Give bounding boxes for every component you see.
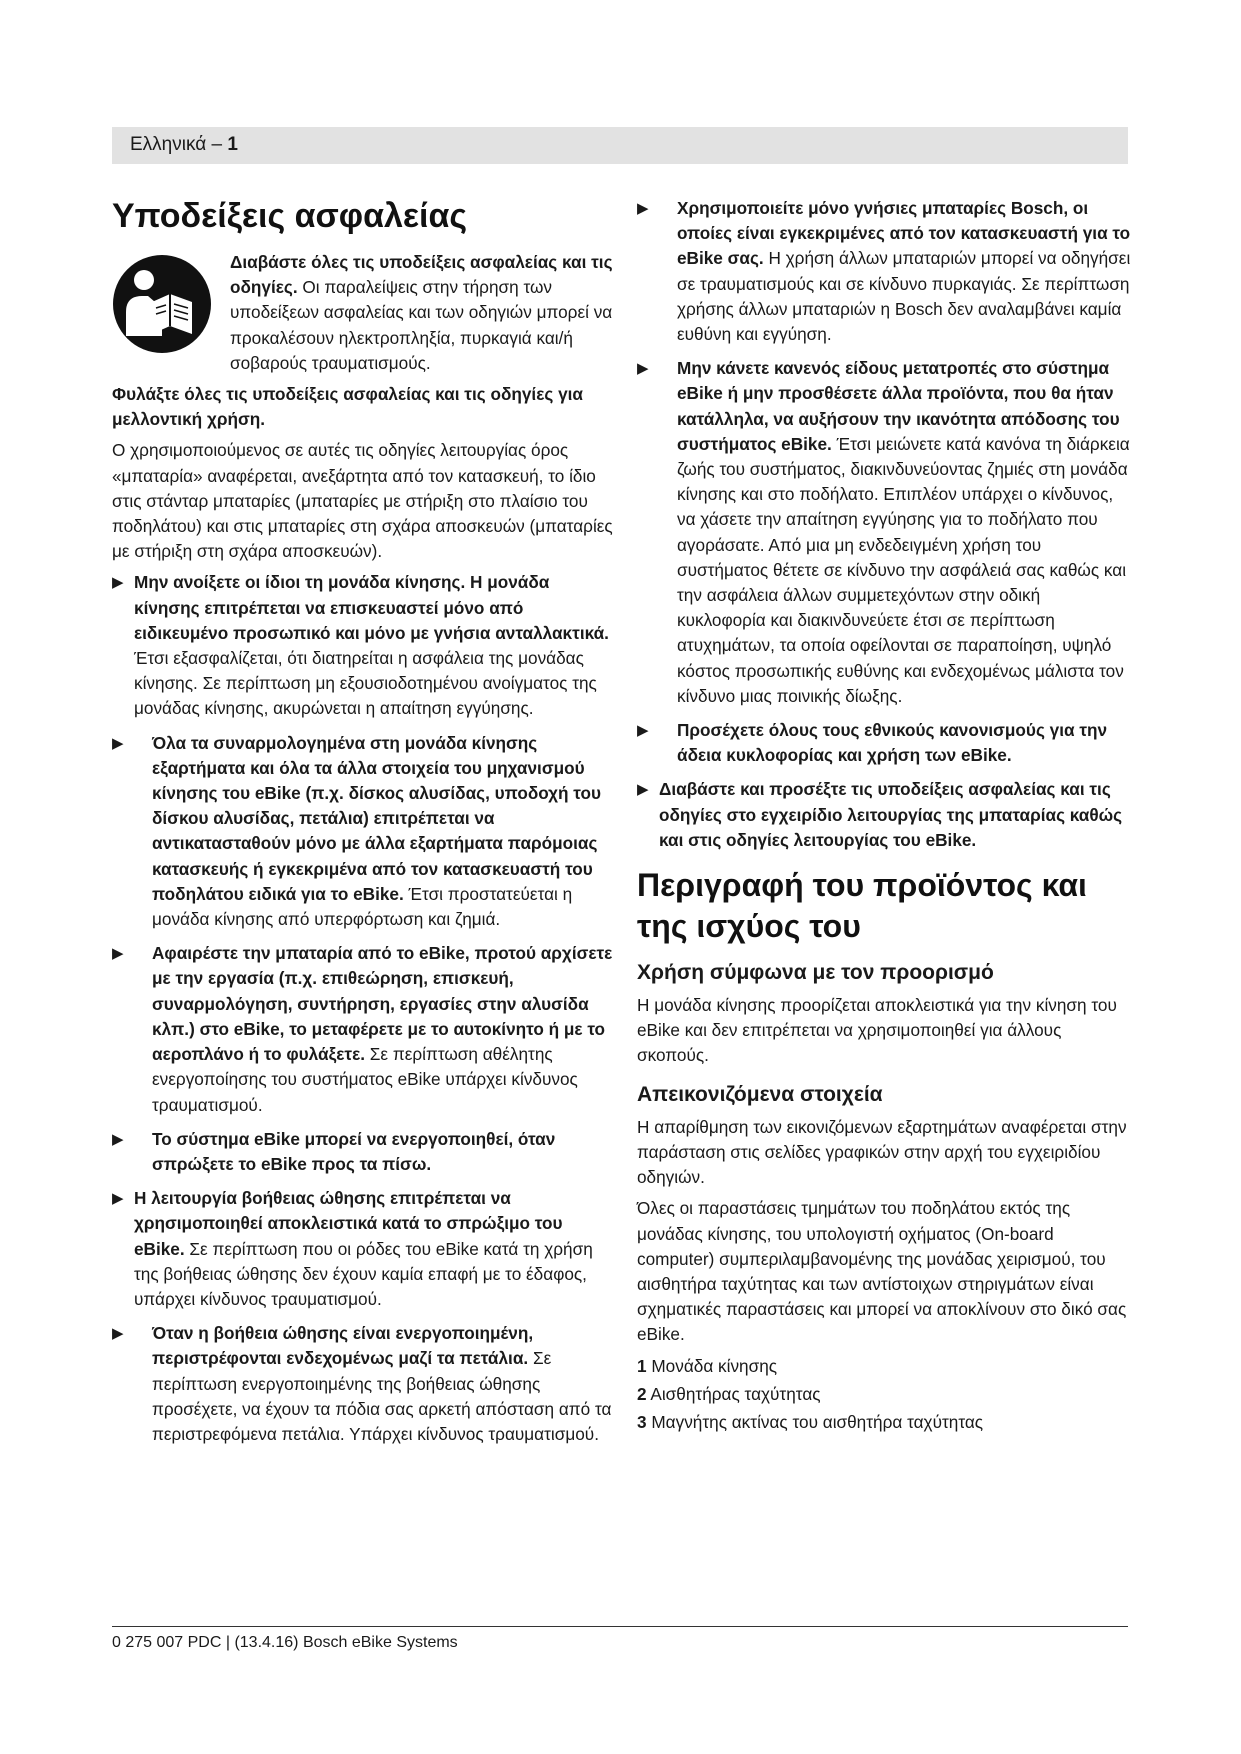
bullet-text: Έτσι προστατεύεται η μονάδα κίνησης από υπερφόρτωση και ζημιά. bbox=[152, 883, 573, 930]
product-title: Περιγραφή του προϊόντος και της ισχύος του bbox=[637, 867, 1087, 945]
right-column bbox=[637, 196, 1131, 1438]
term-paragraph: Ο χρησιμοποιούμενος σε αυτές τις οδηγίες λειτουργίας όρος «μπαταρία» αναφέρεται, ανεξάρτητα από τον κατασκευή, το ίδιο στις στάνταρ μπαταρίες (μπαταρίες με στήριξη στο πλαίσιο του ποδηλάτου) και στις μπαταρίες στη σχάρα αποσκευών (μπαταρίες με στήριξη στη σχάρα αποσκευών). bbox=[112, 440, 613, 562]
bullet-bold: Χρησιμοποιείτε μόνο γνήσιες μπαταρίες Bosch, οι οποίες είναι εγκεκριμένες από τον κατασκευαστή για το eBike σας. bbox=[677, 198, 1131, 269]
bullet-text: Σε περίπτωση που οι ρόδες του eBike κατά τη χρήση της βοήθειας ώθησης δεν έχουν καμία επαφή με το έδαφος, υπάρχει κίνδυνος τραυματισμού. bbox=[134, 1238, 593, 1309]
list-item bbox=[637, 1382, 1131, 1407]
list-item bbox=[637, 1410, 1131, 1435]
bullet-bold: Μην κάνετε κανενός είδους μετατροπές στο σύστημα eBike ή μην προσθέσετε άλλα προϊόντα, που θα ήταν κατάλληλα, να αυξήσουν την ικανότητα απόδοσης του συστήματος eBike. bbox=[677, 358, 1120, 454]
components-heading: Απεικονιζόμενα στοιχεία bbox=[637, 1082, 883, 1106]
list-item-label: Μονάδα κίνησης bbox=[651, 1355, 778, 1376]
bullet-bold: Όταν η βοήθεια ώθησης είναι ενεργοποιημένη, περιστρέφονται ενδεχομένως μαζί τα πετάλια. bbox=[152, 1323, 534, 1369]
safety-intro bbox=[112, 250, 616, 376]
list-item-number: 2 bbox=[637, 1383, 647, 1404]
safety-bullet bbox=[112, 570, 616, 721]
safety-bullet bbox=[637, 777, 1131, 853]
list-item-label: Αισθητήρας ταχύτητας bbox=[650, 1383, 821, 1404]
components-text: Όλες οι παραστάσεις τμημάτων του ποδηλάτου εκτός της μονάδας κίνησης, του υπολογιστή οχήματος (On-board computer) συμπεριλαμβανομένης της μονάδας χειρισμού, του αισθητήρα ταχύτητας και των αντίστοιχων στηριγμάτων είναι σχηματικές παραστάσεις και μπορεί να αποκλίνουν στο δικό σας eBike. bbox=[637, 1198, 1127, 1345]
safety-warning-bold: Διαβάστε όλες τις υποδείξεις ασφαλείας και τις οδηγίες. bbox=[230, 252, 613, 298]
header-language: Ελληνικά bbox=[130, 134, 207, 155]
triangle-right-icon: ▶ bbox=[637, 781, 649, 799]
list-item-number: 1 bbox=[637, 1355, 647, 1376]
triangle-right-icon: ▶ bbox=[112, 1325, 124, 1343]
safety-bullet bbox=[637, 196, 1131, 347]
bullet-bold: Αφαιρέστε την μπαταρία από το eBike, προτού αρχίσετε με την εργασία (π.χ. επιθεώρηση, επισκευή, συναρμολόγηση, συντήρηση, εργασίες στην αλυσίδα κλπ.) στο eBike, το μεταφέρετε με το αυτοκίνητο ή με το αεροπλάνο ή το φυλάξετε. bbox=[152, 943, 613, 1065]
triangle-right-icon: ▶ bbox=[112, 1130, 124, 1148]
footer: 0 275 007 PDC | (13.4.16) Bosch eBike Systems bbox=[112, 1634, 458, 1651]
list-item bbox=[637, 1354, 1131, 1379]
triangle-right-icon: ▶ bbox=[637, 722, 649, 740]
read-manual-icon bbox=[112, 250, 216, 364]
bullet-text: Έτσι εξασφαλίζεται, ότι διατηρείται η ασφάλεια της μονάδας κίνησης. Σε περίπτωση μη εξουσιοδοτημένου ανοίγματος της μονάδας κίνησης, ακυρώνεται η απαίτηση εγγύησης. bbox=[134, 648, 597, 719]
safety-title: Υποδείξεις ασφαλείας bbox=[112, 197, 468, 235]
footer-divider bbox=[112, 1626, 1128, 1627]
intended-use-heading: Χρήση σύμφωνα με τον προορισμό bbox=[637, 961, 994, 985]
safety-bullet bbox=[112, 941, 616, 1117]
bullet-bold: Μην ανοίξετε οι ίδιοι τη μονάδα κίνησης. Η μονάδα κίνησης επιτρέπεται να επισκευαστεί μόνο από ειδικευμένο προσωπικό και μόνο με γνήσια ανταλλακτικά. bbox=[134, 572, 609, 643]
header-bar bbox=[112, 127, 1128, 164]
bullet-text: Έτσι μειώνετε κατά κανόνα τη διάρκεια ζωής του συστήματος, διακινδυνεύοντας ζημιές στη μονάδα κίνησης και στο ποδήλατο. Επιπλέον υπάρχει ο κίνδυνος, να χάσετε την απαίτηση εγγύησης για το ποδήλατο που αγοράσατε. Από μια μη ενδεδειγμένη χρήση του συστήματος θέτετε σε κίνδυνο την ασφάλειά σας καθώς και την ασφάλεια άλλων συμμετεχόντων στην οδική κυκλοφορία και διακινδυνεύετε έτσι σε περίπτωση ατυχημάτων, τα οποία οφείλονται σε παραποίηση, υψηλό κόστος προσωπικής ευθύνης και ενδεχομένως μάλιστα τον κίνδυνο μιας ποινικής δίωξης. bbox=[677, 433, 1130, 706]
safety-bullet bbox=[637, 718, 1131, 768]
safety-warning-text: Οι παραλείψεις στην τήρηση των υποδείξεων ασφαλείας και των οδηγιών μπορεί να προκαλέσουν ηλεκτροπληξία, πυρκαγιά και/ή σοβαρούς τραυματισμούς. bbox=[230, 277, 613, 373]
safety-bullet bbox=[112, 731, 616, 933]
header-page-number: 1 bbox=[227, 134, 238, 155]
page-header bbox=[130, 134, 238, 156]
bullet-bold: Προσέχετε όλους τους εθνικούς κανονισμούς για την άδεια κυκλοφορίας και χρήση των eBike. bbox=[677, 720, 1108, 766]
bullet-bold: Όλα τα συναρμολογημένα στη μονάδα κίνησης εξαρτήματα και όλα τα άλλα στοιχεία του μηχανισμού κίνησης του eBike (π.χ. δίσκος αλυσίδας, υποδοχή του δίσκου αλυσίδας, πετάλια) επιτρέπεται να αντικατασταθούν μόνο με άλλα εξαρτήματα παρόμοιας κατασκευής ή εγκεκριμένα από τον κατασκευαστή του ποδηλάτου ειδικά για το eBike. bbox=[152, 732, 602, 904]
bullet-text: Η χρήση άλλων μπαταριών μπορεί να οδηγήσει σε τραυματισμούς και σε κίνδυνο πυρκαγιάς. Σε περίπτωση χρήσης άλλων μπαταριών η Bosch δεν αναλαμβάνει καμία ευθύνη και εγγύηση. bbox=[677, 248, 1131, 345]
bullet-text: Σε περίπτωση ενεργοποιημένης της βοήθειας ώθησης προσέχετε, να έχουν τα πόδια σας αρκετή απόσταση από τα περιστρεφόμενα πετάλια. Υπάρχει κίνδυνος τραυματισμού. bbox=[152, 1348, 612, 1444]
left-column bbox=[112, 196, 616, 1456]
components-text: Η απαρίθμηση των εικονιζόμενων εξαρτημάτων αναφέρεται στην παράσταση στις σελίδες γραφικών στην αρχή του εγχειριδίου οδηγιών. bbox=[637, 1116, 1127, 1188]
triangle-right-icon: ▶ bbox=[112, 734, 124, 752]
list-item-label: Μαγνήτης ακτίνας του αισθητήρα ταχύτητας bbox=[651, 1411, 984, 1432]
bullet-bold: Διαβάστε και προσέξτε τις υποδείξεις ασφαλείας και τις οδηγίες στο εγχειρίδιο λειτουργίας της μπαταρίας καθώς και στις οδηγίες λειτουργίας του eBike. bbox=[659, 779, 1123, 850]
bullet-bold: Το σύστημα eBike μπορεί να ενεργοποιηθεί, όταν σπρώξετε το eBike προς τα πίσω. bbox=[152, 1128, 556, 1174]
safety-warning bbox=[230, 250, 616, 376]
triangle-right-icon: ▶ bbox=[112, 574, 124, 592]
list-item-number: 3 bbox=[637, 1411, 647, 1432]
triangle-right-icon: ▶ bbox=[112, 945, 124, 963]
intended-use-text: Η μονάδα κίνησης προορίζεται αποκλειστικά για την κίνηση του eBike και δεν επιτρέπεται να χρησιμοποιηθεί για άλλους σκοπούς. bbox=[637, 995, 1117, 1066]
bullet-bold: Η λειτουργία βοήθειας ώθησης επιτρέπεται να χρησιμοποιηθεί αποκλειστικά κατά το σπρώξιμο του eBike. bbox=[134, 1188, 563, 1259]
triangle-right-icon: ▶ bbox=[112, 1190, 124, 1208]
safety-bullet bbox=[112, 1127, 616, 1177]
safety-bullet bbox=[112, 1321, 616, 1447]
safety-bullet bbox=[112, 1186, 616, 1312]
header-separator: – bbox=[206, 134, 228, 155]
keep-instructions-text: Φυλάξτε όλες τις υποδείξεις ασφαλείας και τις οδηγίες για μελλοντική χρήση. bbox=[112, 384, 583, 430]
triangle-right-icon: ▶ bbox=[637, 200, 649, 217]
keep-instructions bbox=[112, 382, 616, 432]
triangle-right-icon: ▶ bbox=[637, 360, 649, 378]
bullet-text: Σε περίπτωση αθέλητης ενεργοποίησης του συστήματος eBike υπάρχει κίνδυνος τραυματισμού. bbox=[152, 1044, 578, 1115]
safety-bullet bbox=[637, 356, 1131, 709]
